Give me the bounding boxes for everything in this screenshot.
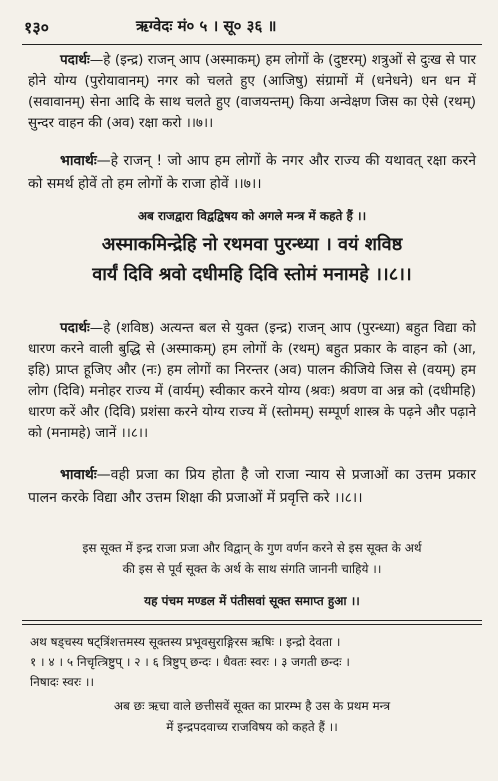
padartha-text: —हे (शविष्ठ) अत्यन्त बल से युक्त (इन्द्र) राजन् आप (पुरन्ध्या) बहुत विद्या को धारण करने वाली बुद्धि से (अस्माकम्) हम लोगों के (रथम्) बहुत प्रकार के वाहन को (आ, इहि) प्राप्त हूजिए और (नः) हम लोगों का निरन्तर (अव) पालन कीजिये जिस से (वयम्) हम लोग (दिवि) मनोहर राज्य में (वार्यम्) स्वीकार करने योग्य (श्रवः) श्रवण वा अन्न को (दधीमहि) धारण करें और (दिवि) प्रशंसा करने योग्य राज्य में (स्तोमम्) सम्पूर्ण शास्त्र के पढ़ने और पढ़ाने को (मनामहे) जानें ।।८।।	[28, 320, 476, 441]
mantra-line-1: अस्माकमिन्द्रेहि नो रथमवा पुरन्ध्या । वयं शविष्ठ	[101, 234, 403, 255]
next-intro-line-2: में इन्द्रपदवाच्य राजविषय को कहते हैं ।।	[166, 720, 338, 734]
bhavartha-label: भावार्थः	[60, 467, 97, 483]
bhavartha-text: —वही प्रजा का प्रिय होता है जो राजा न्याय से प्रजाओं का उत्तम प्रकार पालन करके विद्या और उत्तम शिक्षा की प्रजाओं में प्रवृत्ति करे ।।८।।	[28, 467, 476, 506]
bhavartha-label: भावार्थः	[60, 153, 97, 169]
padartha-label: पदार्थः	[60, 320, 90, 336]
bhavartha-8	[28, 464, 476, 510]
padartha-label: पदार्थः	[60, 52, 90, 68]
rishi-devata-line: अथ षड्चस्य षट्त्रिंशत्तमस्य सूक्तस्य प्रभूवसुराङ्गिरस ऋषिः । इन्द्रो देवता ।	[30, 635, 341, 649]
padartha-7	[28, 50, 476, 134]
summary-line-1: इस सूक्त में इन्द्र राजा प्रजा और विद्वान् के गुण वर्णन करने से इस सूक्त के अर्थ	[82, 541, 422, 555]
chhanda-line: १ । ४ । ५ निचृत्त्रिष्टुप् । २ । ६ त्रिष्टुप् छन्दः । धैवतः स्वरः । ३ जगती छन्दः ।	[30, 655, 350, 669]
page-header	[24, 14, 480, 40]
running-head: ऋग्वेदः मं० ५ । सू० ३६ ॥	[136, 17, 277, 35]
next-sukta-intro	[28, 696, 476, 738]
bhavartha-7	[28, 150, 476, 196]
summary-line-2: की इस से पूर्व सूक्त के अर्थ के साथ संगति जाननी चाहिये ।।	[122, 562, 382, 576]
next-intro-line-1: अब छः ऋचा वाले छत्तीसवें सूक्त का प्रारम्भ है उस के प्रथम मन्त्र	[113, 699, 391, 713]
bhavartha-text: —हे राजन् ! जो आप हम लोगों के नगर और राज्य की यथावत् रक्षा करने को समर्थ होवें तो हम लोगों के राजा होवें ।।७।।	[28, 153, 476, 192]
section-divider	[22, 620, 482, 625]
next-sukta-header	[30, 632, 480, 692]
mantra-line-2: वार्यं दिवि श्रवो दधीमहि दिवि स्तोमं मनामहे ।।८।।	[92, 264, 412, 285]
header-rule	[22, 44, 482, 45]
sukta-summary	[28, 538, 476, 580]
sukta-closing: यह पंचम मण्डल में पंतीसवां सूक्त समाप्त हुआ ।।	[144, 594, 360, 608]
mantra-intro: अब राजद्वारा विद्वद्विषय को अगले मन्त्र में कहते हैं ।।	[137, 209, 367, 223]
page-number: १३०	[24, 18, 49, 37]
mantra-verse	[24, 230, 480, 290]
padartha-8	[28, 318, 476, 444]
padartha-text: —हे (इन्द्र) राजन् आप (अस्माकम्) हम लोगों के (दुष्टरम्) शत्रुओं से दुःख से पार होने योग्य (पुरोयावानम्) नगर को चलते हुए (आजिषु) संग्रामों में (धनेधने) धन धन में (सवावानम्) सेना आदि के साथ चलते हुए (वाजयन्तम्) किया अन्वेक्षण जिस का ऐसे (रथम्) सुन्दर वाहन की (अव) रक्षा करो ।।७।।	[28, 52, 476, 131]
svara-line: निषादः स्वरः ।।	[30, 675, 95, 689]
